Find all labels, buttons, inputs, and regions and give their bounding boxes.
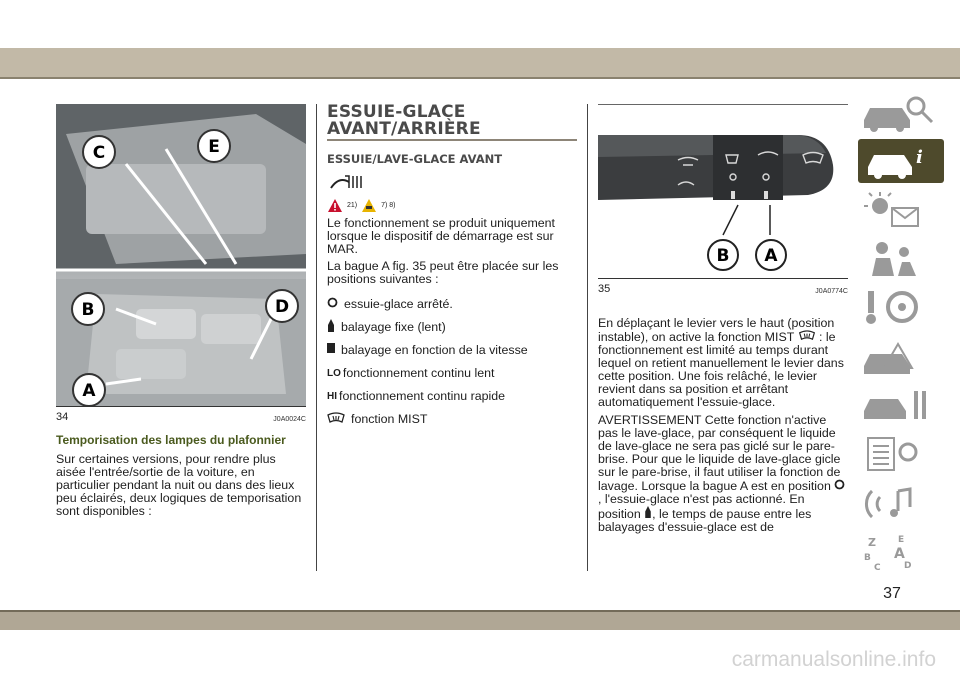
wiper-lever-illustration — [598, 105, 848, 278]
right-column — [598, 104, 848, 534]
text-run: , le temps de pause entre les balayages d'essuie-glace est de — [598, 507, 812, 534]
svg-text:A: A — [894, 546, 905, 562]
sidebar-car-info-icon[interactable] — [858, 139, 944, 183]
photo-label-a: A — [82, 381, 96, 401]
options-list — [327, 297, 577, 426]
option-lo — [327, 366, 577, 380]
text-run: AVERTISSEMENT Cette fonction n'active pas le lave-glace, par conséquent le liquide de lave-glace ne sera pas giclé sur le pare-brise. Pour que le liquide de lave-glace gicle sur le pare-brise, il faut utiliser la fonction de lavage. Lorsque la bague A est en position — [598, 413, 841, 493]
option-speed — [327, 343, 577, 357]
text-run: En déplaçant le levier vers le haut (position instable), on active la fonction MIST — [598, 316, 835, 344]
sidebar-light-message-icon[interactable] — [858, 188, 944, 232]
photo-label-d: D — [274, 297, 290, 317]
intro-paragraph: Le fonctionnement se produit uniquement lorsque le dispositif de démarrage est sur MAR. — [327, 216, 556, 256]
bottom-band — [0, 612, 960, 630]
mist-icon — [798, 330, 816, 344]
page-title: ESSUIE-GLACE AVANT/ARRIÈRE — [327, 104, 577, 141]
svg-text:D: D — [904, 561, 912, 571]
mist-paragraph — [598, 317, 848, 409]
sidebar-multimedia-icon[interactable] — [858, 481, 944, 525]
wiper-symbol-icon — [327, 172, 577, 194]
photo-label-a: A — [764, 246, 778, 266]
option-single — [327, 320, 577, 334]
column-divider-2 — [587, 104, 588, 571]
warning-ref-2: 7) 8) — [381, 201, 396, 209]
photo-label-b: B — [81, 300, 95, 320]
speed-icon — [327, 342, 335, 358]
figure-code: J0A0774C — [815, 288, 848, 295]
caution-triangle-icon — [361, 198, 377, 213]
figure-caption-34 — [56, 406, 306, 423]
ring-icon — [327, 297, 338, 311]
figure-caption-35 — [598, 278, 848, 295]
option-text: essuie-glace arrêté. — [344, 297, 453, 311]
svg-text:i: i — [916, 147, 923, 168]
mist-icon — [327, 412, 345, 427]
page-number: 37 — [883, 585, 901, 602]
option-text: fonctionnement continu rapide — [339, 389, 506, 403]
figure-code: J0A0024C — [273, 416, 306, 423]
lo-icon: LO — [327, 367, 341, 379]
sidebar-safety-icon[interactable] — [858, 236, 944, 280]
text-run: , l'essuie-glace n'est pas actionné. En position — [598, 492, 805, 521]
photo-label-b: B — [716, 246, 730, 266]
single-wipe-icon — [644, 507, 652, 521]
top-rule — [0, 77, 960, 79]
warning-row — [327, 196, 577, 214]
figure-number: 35 — [598, 283, 611, 295]
danger-triangle-icon — [327, 198, 343, 213]
option-text: balayage fixe (lent) — [341, 320, 446, 334]
wiper-lever-photo — [598, 104, 848, 278]
sidebar-index-icon[interactable] — [858, 530, 944, 574]
positions-paragraph: La bague A fig. 35 peut être placée sur les positions suivantes : — [327, 259, 559, 286]
ceiling-light-illustration — [56, 104, 306, 406]
single-wipe-icon — [327, 319, 335, 335]
photo-label-c: C — [92, 143, 106, 163]
figure-number: 34 — [56, 411, 69, 423]
svg-text:Z: Z — [868, 536, 876, 549]
sidebar-maintenance-icon[interactable] — [858, 383, 944, 427]
sidebar-specs-icon[interactable] — [858, 432, 944, 476]
photo-label-e: E — [208, 137, 220, 157]
section-subtitle: ESSUIE/LAVE-GLACE AVANT — [327, 152, 503, 166]
svg-text:C: C — [874, 563, 881, 573]
option-text: fonctionnement continu lent — [342, 366, 495, 380]
ring-icon — [834, 479, 845, 493]
warning-paragraph — [598, 414, 848, 534]
left-column — [56, 104, 306, 518]
hi-icon: HI — [327, 390, 337, 402]
option-hi — [327, 389, 577, 403]
watermark: carmanualsonline.info — [731, 648, 936, 671]
sidebar-emergency-icon[interactable] — [858, 334, 944, 378]
svg-text:E: E — [898, 535, 905, 545]
option-text: fonction MIST — [351, 412, 428, 426]
column-divider-1 — [316, 104, 317, 571]
option-off — [327, 297, 577, 311]
warning-ref-1: 21) — [347, 201, 358, 209]
body-paragraph: Sur certaines versions, pour rendre plus aisée l'entrée/sortie de la voiture, en particulier pendant la nuit ou dans des lieux peu éclairés, deux logiques de temporisation sont disponibles : — [56, 452, 302, 518]
middle-column — [327, 104, 577, 426]
top-band — [0, 48, 960, 77]
option-text: balayage en fonction de la vitesse — [341, 343, 528, 357]
svg-text:B: B — [864, 553, 871, 563]
option-mist — [327, 412, 577, 426]
sidebar-car-search-icon[interactable] — [858, 90, 944, 134]
section-heading: Temporisation des lampes du plafonnier — [56, 433, 286, 447]
ceiling-light-photo — [56, 104, 306, 406]
text-run: : le fonctionnement est limité au temps durant lequel on retient manuellement le levier dans cette position. Une fois relâché, le levier revient dans sa position et arrêtant automatiquement l'essuie-glace. — [598, 330, 844, 409]
sidebar-steering-key-icon[interactable] — [858, 285, 944, 329]
